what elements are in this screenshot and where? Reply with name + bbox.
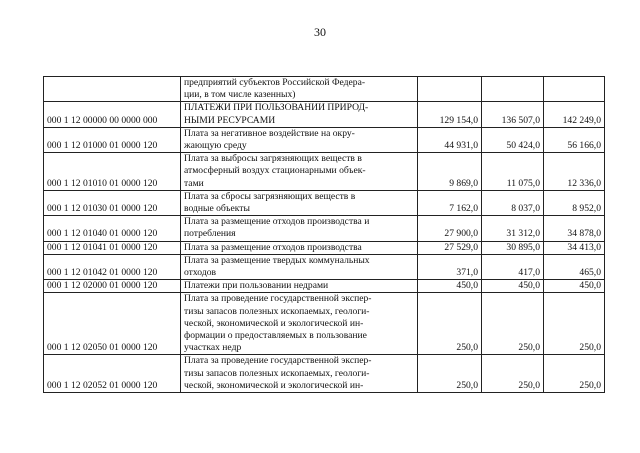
- revenue-code-cell: 000 1 12 02050 01 0000 120: [44, 293, 181, 355]
- revenue-name-cell: [181, 355, 418, 393]
- revenue-name-line: тами: [184, 177, 204, 189]
- revenue-name-line: Плата за проведение государственной экспер-: [184, 355, 372, 367]
- revenue-name-cell: [181, 190, 418, 215]
- table-row: [44, 190, 605, 215]
- revenue-code-cell: 000 1 12 01042 01 0000 120: [44, 254, 181, 279]
- revenue-code-cell: [44, 77, 181, 102]
- revenue-code-cell: 000 1 12 01040 01 0000 120: [44, 216, 181, 241]
- amount-cell-v2: 250,0: [482, 293, 544, 355]
- revenue-name-line: ческой, экономической и экологической ин-: [184, 379, 364, 391]
- amount-cell-v1: 7 162,0: [418, 190, 482, 215]
- revenue-code-cell: 000 1 12 02000 01 0000 120: [44, 280, 181, 293]
- revenue-name-cell: [181, 241, 418, 254]
- amount-cell-v2: 50 424,0: [482, 127, 544, 152]
- revenue-code-cell: 000 1 12 01041 01 0000 120: [44, 241, 181, 254]
- amount-cell-v1: 27 900,0: [418, 216, 482, 241]
- amount-cell-v3: 250,0: [544, 355, 605, 393]
- revenue-name-line: участках недр: [184, 342, 242, 354]
- amount-cell-v1: [418, 77, 482, 102]
- amount-cell-v1: 9 869,0: [418, 153, 482, 191]
- table-row: [44, 355, 605, 393]
- amount-cell-v2: 30 895,0: [482, 241, 544, 254]
- amount-cell-v2: 450,0: [482, 280, 544, 293]
- amount-cell-v3: 465,0: [544, 254, 605, 279]
- revenue-name-cell: [181, 293, 418, 355]
- revenue-name-line: потребления: [184, 228, 236, 240]
- revenue-name-line: Плата за сбросы загрязняющих веществ в: [184, 190, 356, 202]
- amount-cell-v1: 250,0: [418, 355, 482, 393]
- page-number: 30: [314, 25, 326, 39]
- revenue-name-line: ции, в том числе казенных): [184, 89, 296, 101]
- revenue-name-line: Плата за негативное воздействие на окру-: [184, 127, 355, 139]
- revenue-name-line: жающую среду: [184, 140, 247, 152]
- amount-cell-v2: 250,0: [482, 355, 544, 393]
- amount-cell-v1: 27 529,0: [418, 241, 482, 254]
- table-body: [44, 77, 605, 393]
- amount-cell-v3: [544, 77, 605, 102]
- amount-cell-v3: 34 878,0: [544, 216, 605, 241]
- revenue-code-cell: 000 1 12 02052 01 0000 120: [44, 355, 181, 393]
- revenue-code-cell: 000 1 12 01000 01 0000 120: [44, 127, 181, 152]
- revenue-name-cell: [181, 280, 418, 293]
- revenue-name-line: Плата за размещение твердых коммунальных: [184, 254, 370, 266]
- amount-cell-v1: 450,0: [418, 280, 482, 293]
- revenue-name-line: атмосферный воздух стационарными объек-: [184, 165, 366, 177]
- revenue-name-cell: [181, 102, 418, 127]
- amount-cell-v2: 8 037,0: [482, 190, 544, 215]
- amount-cell-v2: [482, 77, 544, 102]
- revenue-name-line: Платежи при пользовании недрами: [184, 280, 329, 292]
- amount-cell-v3: 56 166,0: [544, 127, 605, 152]
- revenue-name-line: отходов: [184, 267, 217, 279]
- revenue-name-line: Плата за размещение отходов производства: [184, 241, 362, 253]
- revenue-name-cell: [181, 254, 418, 279]
- revenue-name-line: ПЛАТЕЖИ ПРИ ПОЛЬЗОВАНИИ ПРИРОД-: [184, 102, 369, 114]
- amount-cell-v3: 142 249,0: [544, 102, 605, 127]
- revenue-name-line: Плата за проведение государственной экспер-: [184, 293, 372, 305]
- table-row: [44, 216, 605, 241]
- table-row: [44, 241, 605, 254]
- revenue-name-line: Плата за выбросы загрязняющих веществ в: [184, 153, 362, 165]
- revenue-name-cell: [181, 216, 418, 241]
- revenue-name-cell: [181, 153, 418, 191]
- table-row: [44, 280, 605, 293]
- revenue-name-line: водные объекты: [184, 203, 250, 215]
- amount-cell-v1: 129 154,0: [418, 102, 482, 127]
- revenue-code-cell: 000 1 12 00000 00 0000 000: [44, 102, 181, 127]
- revenue-name-cell: [181, 127, 418, 152]
- table-row: [44, 127, 605, 152]
- table-row: [44, 293, 605, 355]
- amount-cell-v3: 450,0: [544, 280, 605, 293]
- revenue-name-line: тизы запасов полезных ископаемых, геологи-: [184, 367, 370, 379]
- amount-cell-v1: 250,0: [418, 293, 482, 355]
- table-row: [44, 153, 605, 191]
- revenue-name-line: ческой, экономической и экологической ин-: [184, 317, 364, 329]
- amount-cell-v3: 12 336,0: [544, 153, 605, 191]
- amount-cell-v2: 417,0: [482, 254, 544, 279]
- revenue-name-line: Плата за размещение отходов производства и: [184, 216, 370, 228]
- revenue-name-line: НЫМИ РЕСУРСАМИ: [184, 114, 276, 126]
- revenue-name-line: предприятий субъектов Российской Федера-: [184, 77, 366, 88]
- revenue-code-cell: 000 1 12 01030 01 0000 120: [44, 190, 181, 215]
- revenue-name-line: формации о предоставляемых в пользование: [184, 330, 367, 342]
- table-row: [44, 102, 605, 127]
- amount-cell-v3: 250,0: [544, 293, 605, 355]
- revenue-code-cell: 000 1 12 01010 01 0000 120: [44, 153, 181, 191]
- amount-cell-v2: 31 312,0: [482, 216, 544, 241]
- amount-cell-v2: 136 507,0: [482, 102, 544, 127]
- amount-cell-v1: 371,0: [418, 254, 482, 279]
- budget-revenue-table: [43, 76, 605, 393]
- table-row: [44, 254, 605, 279]
- revenue-name-line: тизы запасов полезных ископаемых, геологи-: [184, 305, 370, 317]
- amount-cell-v3: 8 952,0: [544, 190, 605, 215]
- amount-cell-v2: 11 075,0: [482, 153, 544, 191]
- amount-cell-v3: 34 413,0: [544, 241, 605, 254]
- amount-cell-v1: 44 931,0: [418, 127, 482, 152]
- revenue-name-cell: [181, 77, 418, 102]
- table-row: [44, 77, 605, 102]
